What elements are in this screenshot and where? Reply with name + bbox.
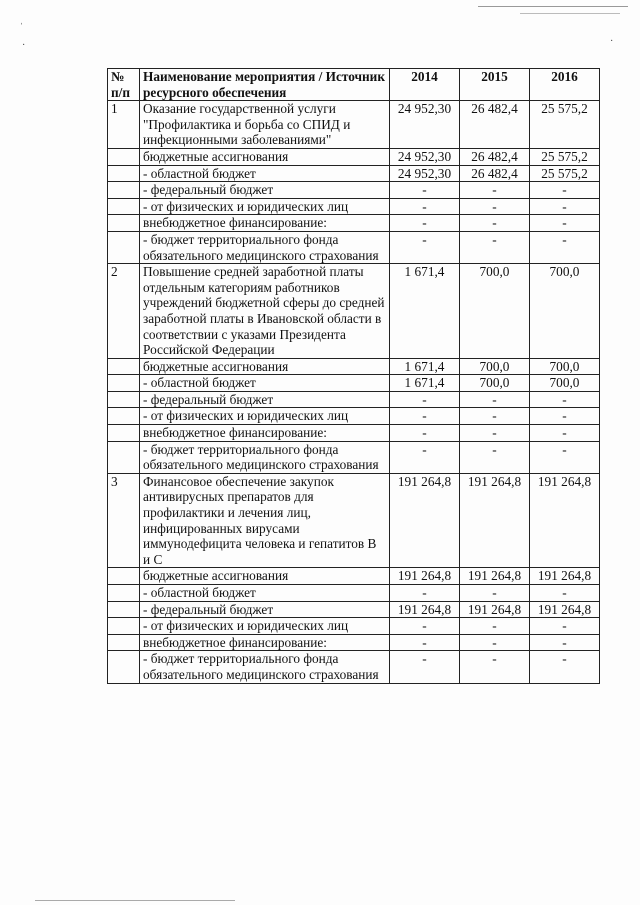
funding-value-2014: 1 671,4: [390, 375, 460, 392]
funding-value-2015: -: [460, 585, 530, 602]
empty-number-cell: [108, 634, 140, 651]
funding-source-label: внебюджетное финансирование:: [140, 425, 390, 442]
scan-artifact-mark: ·: [22, 40, 26, 51]
funding-value-2014: -: [390, 231, 460, 263]
funding-source-label: - от физических и юридических лиц: [140, 198, 390, 215]
activity-value-2016: 700,0: [530, 264, 600, 359]
funding-value-2015: -: [460, 651, 530, 683]
funding-value-2014: -: [390, 408, 460, 425]
funding-value-2014: -: [390, 441, 460, 473]
funding-source-label: - областной бюджет: [140, 165, 390, 182]
funding-value-2016: -: [530, 585, 600, 602]
empty-number-cell: [108, 568, 140, 585]
empty-number-cell: [108, 391, 140, 408]
funding-value-2014: 1 671,4: [390, 358, 460, 375]
funding-value-2014: -: [390, 618, 460, 635]
funding-value-2014: 24 952,30: [390, 148, 460, 165]
table-body: [108, 101, 600, 683]
activity-value-2016: 25 575,2: [530, 101, 600, 149]
funding-source-row: [108, 651, 600, 683]
funding-source-row: [108, 425, 600, 442]
empty-number-cell: [108, 182, 140, 199]
funding-value-2015: -: [460, 441, 530, 473]
funding-source-row: [108, 601, 600, 618]
funding-source-row: [108, 165, 600, 182]
resource-table: [107, 68, 600, 684]
header-year-2016: 2016: [530, 69, 600, 101]
funding-value-2014: -: [390, 585, 460, 602]
funding-value-2015: -: [460, 198, 530, 215]
header-year-2015: 2015: [460, 69, 530, 101]
activity-value-2014: 191 264,8: [390, 473, 460, 568]
funding-value-2015: -: [460, 408, 530, 425]
activity-title: Оказание государственной услуги "Профилактика и борьба со СПИД и инфекционными заболеваниями": [140, 101, 390, 149]
empty-number-cell: [108, 585, 140, 602]
funding-value-2016: 700,0: [530, 358, 600, 375]
funding-value-2015: 191 264,8: [460, 601, 530, 618]
activity-row: [108, 264, 600, 359]
activity-row: [108, 473, 600, 568]
funding-source-row: [108, 148, 600, 165]
funding-value-2014: -: [390, 182, 460, 199]
funding-value-2015: 26 482,4: [460, 165, 530, 182]
funding-source-label: бюджетные ассигнования: [140, 568, 390, 585]
funding-source-label: - бюджет территориального фонда обязательного медицинского страхования: [140, 231, 390, 263]
funding-value-2016: -: [530, 425, 600, 442]
funding-value-2016: 191 264,8: [530, 568, 600, 585]
funding-source-row: [108, 585, 600, 602]
funding-value-2014: -: [390, 391, 460, 408]
activity-value-2014: 24 952,30: [390, 101, 460, 149]
funding-source-row: [108, 182, 600, 199]
funding-source-row: [108, 408, 600, 425]
funding-source-label: - бюджет территориального фонда обязательного медицинского страхования: [140, 651, 390, 683]
funding-source-row: [108, 358, 600, 375]
funding-source-label: - областной бюджет: [140, 585, 390, 602]
funding-value-2015: 700,0: [460, 358, 530, 375]
funding-value-2015: -: [460, 391, 530, 408]
funding-value-2015: -: [460, 182, 530, 199]
funding-value-2014: 24 952,30: [390, 165, 460, 182]
funding-value-2014: -: [390, 215, 460, 232]
funding-value-2016: -: [530, 391, 600, 408]
funding-value-2014: -: [390, 425, 460, 442]
empty-number-cell: [108, 148, 140, 165]
activity-number: 1: [108, 101, 140, 149]
funding-value-2015: -: [460, 425, 530, 442]
activity-number: 3: [108, 473, 140, 568]
funding-value-2016: 700,0: [530, 375, 600, 392]
table-header-row: [108, 69, 600, 101]
empty-number-cell: [108, 215, 140, 232]
funding-value-2015: -: [460, 618, 530, 635]
funding-source-row: [108, 198, 600, 215]
empty-number-cell: [108, 165, 140, 182]
activity-value-2014: 1 671,4: [390, 264, 460, 359]
funding-source-label: - от физических и юридических лиц: [140, 618, 390, 635]
activity-value-2016: 191 264,8: [530, 473, 600, 568]
funding-source-row: [108, 391, 600, 408]
scan-artifact-mark: ·: [610, 36, 614, 47]
funding-source-label: внебюджетное финансирование:: [140, 634, 390, 651]
funding-source-label: бюджетные ассигнования: [140, 358, 390, 375]
funding-source-label: - бюджет территориального фонда обязательного медицинского страхования: [140, 441, 390, 473]
funding-source-row: [108, 634, 600, 651]
scan-artifact-mark: ˈ: [20, 22, 24, 33]
funding-value-2014: 191 264,8: [390, 568, 460, 585]
empty-number-cell: [108, 375, 140, 392]
funding-value-2016: 25 575,2: [530, 148, 600, 165]
header-name: Наименование мероприятия / Источник ресурсного обеспечения: [140, 69, 390, 101]
funding-value-2014: 191 264,8: [390, 601, 460, 618]
activity-row: [108, 101, 600, 149]
header-year-2014: 2014: [390, 69, 460, 101]
funding-value-2016: -: [530, 651, 600, 683]
funding-value-2016: -: [530, 441, 600, 473]
funding-value-2016: -: [530, 231, 600, 263]
funding-value-2015: 191 264,8: [460, 568, 530, 585]
empty-number-cell: [108, 425, 140, 442]
activity-number: 2: [108, 264, 140, 359]
activity-title: Повышение средней заработной платы отдельным категориям работников учреждений бюджетной сферы до средней заработной платы в Ивановской области в соответствии с указами Президента Российской Федерации: [140, 264, 390, 359]
funding-value-2014: -: [390, 651, 460, 683]
header-number: № п/п: [108, 69, 140, 101]
funding-source-row: [108, 231, 600, 263]
funding-source-label: - от физических и юридических лиц: [140, 408, 390, 425]
empty-number-cell: [108, 601, 140, 618]
funding-value-2015: -: [460, 634, 530, 651]
funding-value-2015: -: [460, 231, 530, 263]
funding-value-2016: 191 264,8: [530, 601, 600, 618]
funding-value-2016: -: [530, 634, 600, 651]
empty-number-cell: [108, 408, 140, 425]
funding-source-label: - федеральный бюджет: [140, 391, 390, 408]
funding-value-2016: -: [530, 618, 600, 635]
funding-value-2015: -: [460, 215, 530, 232]
scan-artifact-line: [520, 13, 620, 14]
funding-value-2014: -: [390, 198, 460, 215]
funding-source-row: [108, 441, 600, 473]
empty-number-cell: [108, 651, 140, 683]
funding-source-row: [108, 618, 600, 635]
activity-value-2015: 191 264,8: [460, 473, 530, 568]
empty-number-cell: [108, 618, 140, 635]
funding-value-2016: -: [530, 182, 600, 199]
funding-source-label: - областной бюджет: [140, 375, 390, 392]
activity-value-2015: 26 482,4: [460, 101, 530, 149]
empty-number-cell: [108, 358, 140, 375]
funding-source-label: - федеральный бюджет: [140, 601, 390, 618]
scan-artifact-line: [35, 900, 235, 901]
funding-value-2014: -: [390, 634, 460, 651]
funding-value-2015: 700,0: [460, 375, 530, 392]
empty-number-cell: [108, 198, 140, 215]
funding-source-label: бюджетные ассигнования: [140, 148, 390, 165]
scan-artifact-line: [478, 6, 628, 7]
funding-value-2016: -: [530, 215, 600, 232]
funding-source-row: [108, 568, 600, 585]
funding-source-label: - федеральный бюджет: [140, 182, 390, 199]
activity-title: Финансовое обеспечение закупок антивирусных препаратов для профилактики и лечения лиц, инфицированных вирусами иммунодефицита человека и гепатитов В и С: [140, 473, 390, 568]
empty-number-cell: [108, 441, 140, 473]
funding-value-2016: -: [530, 408, 600, 425]
funding-source-row: [108, 215, 600, 232]
activity-value-2015: 700,0: [460, 264, 530, 359]
funding-source-label: внебюджетное финансирование:: [140, 215, 390, 232]
funding-value-2015: 26 482,4: [460, 148, 530, 165]
funding-value-2016: -: [530, 198, 600, 215]
empty-number-cell: [108, 231, 140, 263]
funding-value-2016: 25 575,2: [530, 165, 600, 182]
funding-source-row: [108, 375, 600, 392]
